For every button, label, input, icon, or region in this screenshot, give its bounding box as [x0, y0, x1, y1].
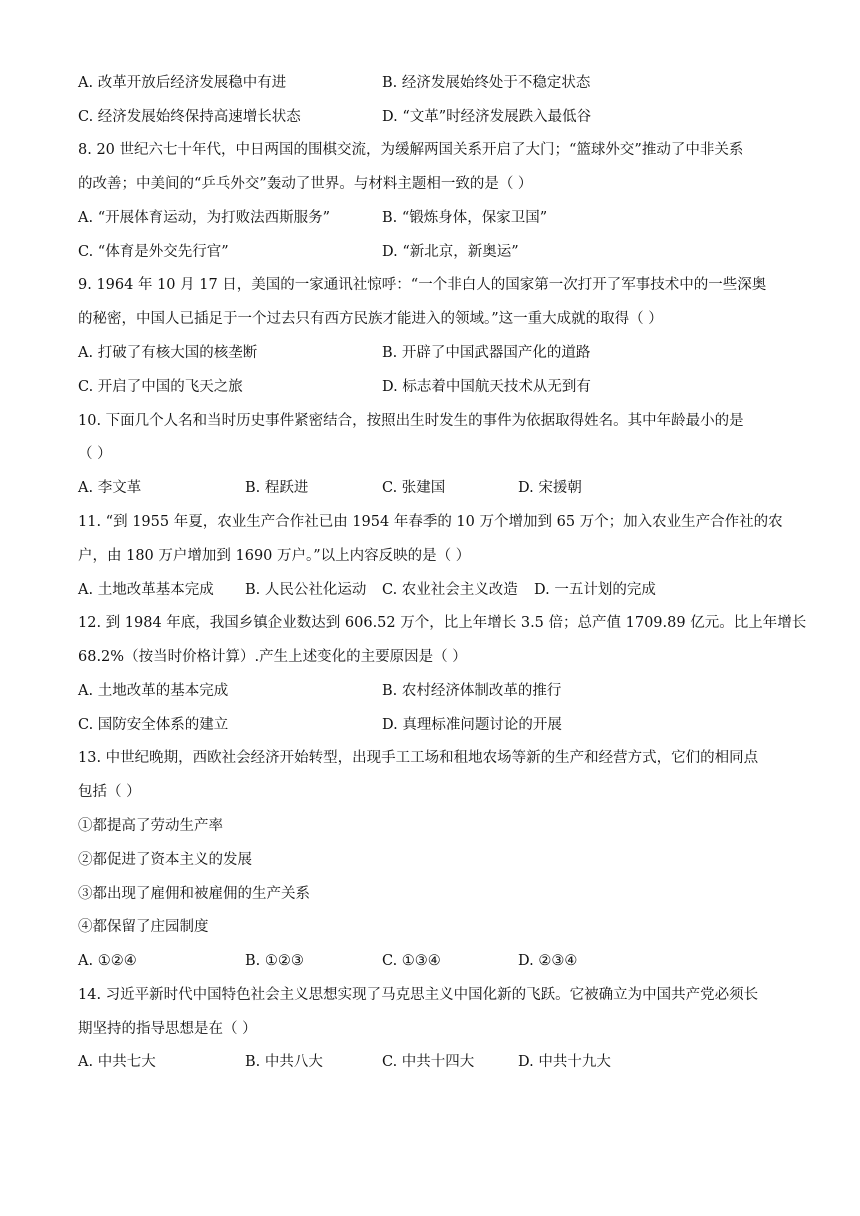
- q10-stem-line-1: 10. 下面几个人名和当时历史事件紧密结合，按照出生时发生的事件为依据取得姓名。其中年龄最小的是: [78, 413, 744, 429]
- q13-item-1: ①都提高了劳动生产率: [78, 818, 223, 834]
- q8-stem-line-2: 的改善；中美间的“乒乓外交”轰动了世界。与材料主题相一致的是（ ）: [78, 176, 533, 192]
- q12-stem-line-1: 12. 到 1984 年底，我国乡镇企业数达到 606.52 万个，比上年增长 3.5 倍；总产值 1709.89 亿元。比上年增长: [78, 615, 807, 631]
- q13-option-a: A. ①②④: [78, 953, 137, 969]
- q7-option-c: C. 经济发展始终保持高速增长状态: [78, 109, 301, 125]
- q10-stem-line-2: （ ）: [78, 446, 112, 462]
- q13-item-4: ④都保留了庄园制度: [78, 919, 209, 935]
- q12-option-a: A. 土地改革的基本完成: [78, 683, 229, 699]
- q14-option-d: D. 中共十九大: [518, 1054, 611, 1070]
- q11-option-d: D. 一五计划的完成: [534, 582, 656, 598]
- q9-option-b: B. 开辟了中国武器国产化的道路: [382, 345, 591, 361]
- q7-option-a: A. 改革开放后经济发展稳中有进: [78, 75, 287, 91]
- q9-stem-line-2: 的秘密，中国人已插足于一个过去只有西方民族才能进入的领域。”这一重大成就的取得（ ）: [78, 311, 663, 327]
- q11-stem-line-1: 11. “到 1955 年夏，农业生产合作社已由 1954 年春季的 10 万个增加到 65 万个；加入农业生产合作社的农: [78, 514, 783, 530]
- q12-option-c: C. 国防安全体系的建立: [78, 717, 229, 733]
- q14-option-c: C. 中共十四大: [382, 1054, 475, 1070]
- q11-stem-line-2: 户，由 180 万户增加到 1690 万户。”以上内容反映的是（ ）: [78, 548, 471, 564]
- q11-option-a: A. 土地改革基本完成: [78, 582, 214, 598]
- q8-stem-line-1: 8. 20 世纪六七十年代，中日两国的围棋交流，为缓解两国关系开启了大门；“篮球外交”推动了中非关系: [78, 142, 744, 158]
- q11-option-b: B. 人民公社化运动: [245, 582, 367, 598]
- q13-stem-line-1: 13. 中世纪晚期，西欧社会经济开始转型，出现手工工场和租地农场等新的生产和经营方式，它们的相同点: [78, 750, 759, 766]
- q7-option-b: B. 经济发展始终处于不稳定状态: [382, 75, 591, 91]
- q13-item-2: ②都促进了资本主义的发展: [78, 852, 252, 868]
- q9-stem-line-1: 9. 1964 年 10 月 17 日，美国的一家通讯社惊呼：“一个非白人的国家第一次打开了军事技术中的一些深奥: [78, 277, 767, 293]
- q13-option-c: C. ①③④: [382, 953, 441, 969]
- q9-option-d: D. 标志着中国航天技术从无到有: [382, 379, 591, 395]
- q10-option-c: C. 张建国: [382, 480, 446, 496]
- q8-option-c: C. “体育是外交先行官”: [78, 244, 229, 260]
- q10-option-a: A. 李文革: [78, 480, 142, 496]
- q14-stem-line-2: 期坚持的指导思想是在（ ）: [78, 1021, 257, 1037]
- q13-item-3: ③都出现了雇佣和被雇佣的生产关系: [78, 886, 310, 902]
- q9-option-a: A. 打破了有核大国的核垄断: [78, 345, 258, 361]
- q14-option-a: A. 中共七大: [78, 1054, 156, 1070]
- q8-option-b: B. “锻炼身体，保家卫国”: [382, 210, 548, 226]
- q7-option-d: D. “文革”时经济发展跌入最低谷: [382, 109, 592, 125]
- q8-option-a: A. “开展体育运动，为打败法西斯服务”: [78, 210, 331, 226]
- q14-stem-line-1: 14. 习近平新时代中国特色社会主义思想实现了马克思主义中国化新的飞跃。它被确立为中国共产党必须长: [78, 987, 759, 1003]
- q13-option-d: D. ②③④: [518, 953, 578, 969]
- q12-stem-line-2: 68.2%（按当时价格计算）.产生上述变化的主要原因是（ ）: [78, 649, 467, 665]
- q10-option-b: B. 程跃进: [245, 480, 309, 496]
- q14-option-b: B. 中共八大: [245, 1054, 323, 1070]
- q12-option-d: D. 真理标准问题讨论的开展: [382, 717, 562, 733]
- q12-option-b: B. 农村经济体制改革的推行: [382, 683, 562, 699]
- q9-option-c: C. 开启了中国的飞天之旅: [78, 379, 243, 395]
- q13-option-b: B. ①②③: [245, 953, 304, 969]
- q8-option-d: D. “新北京，新奥运”: [382, 244, 519, 260]
- q10-option-d: D. 宋援朝: [518, 480, 582, 496]
- q11-option-c: C. 农业社会主义改造: [382, 582, 518, 598]
- q13-stem-line-2: 包括（ ）: [78, 784, 141, 800]
